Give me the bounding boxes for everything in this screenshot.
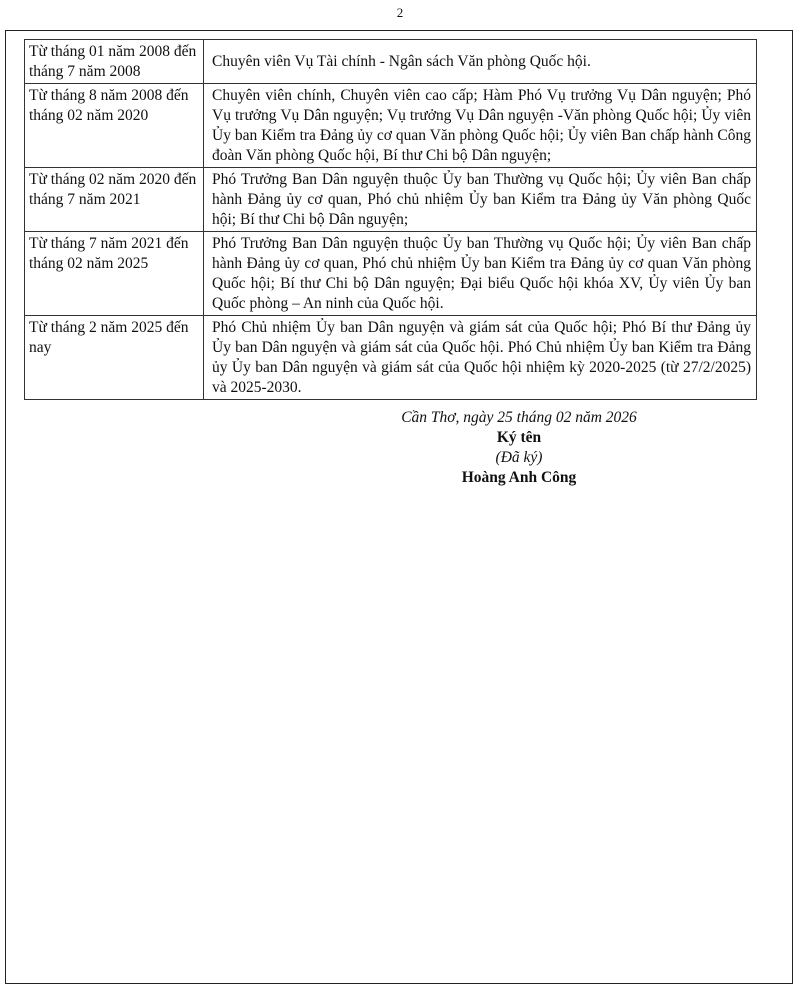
- signature-note: (Đã ký): [495, 449, 543, 466]
- career-period: Từ tháng 01 năm 2008 đến tháng 7 năm 2008: [25, 40, 204, 84]
- signature-place-date: Cần Thơ, ngày 25 tháng 02 năm 2026: [401, 409, 637, 426]
- signature-label: Ký tên: [496, 429, 542, 446]
- career-table: [24, 39, 757, 400]
- table-row: [25, 168, 757, 232]
- signer-name: Hoàng Anh Công: [461, 469, 577, 486]
- career-description: Phó Trưởng Ban Dân nguyện thuộc Ủy ban Thường vụ Quốc hội; Ủy viên Ban chấp hành Đảng ủy cơ quan, Phó chủ nhiệm Ủy ban Kiểm tra Đảng ủy cơ quan Văn phòng Quốc hội; Bí thư Chi bộ Dân nguyện; Đại biểu Quốc hội khóa XV, Ủy viên Ủy ban Quốc phòng – An ninh của Quốc hội.: [204, 232, 757, 316]
- career-period: Từ tháng 8 năm 2008 đến tháng 02 năm 2020: [25, 84, 204, 168]
- signature-block: [386, 408, 652, 488]
- table-row: [25, 316, 757, 400]
- career-period: Từ tháng 7 năm 2021 đến tháng 02 năm 2025: [25, 232, 204, 316]
- career-period: Từ tháng 02 năm 2020 đến tháng 7 năm 2021: [25, 168, 204, 232]
- table-row: [25, 40, 757, 84]
- career-description: Chuyên viên chính, Chuyên viên cao cấp; Hàm Phó Vụ trưởng Vụ Dân nguyện; Phó Vụ trưởng Vụ Dân nguyện; Vụ trưởng Vụ Dân nguyện -Văn phòng Quốc hội; Ủy viên Ủy ban Kiểm tra Đảng ủy cơ quan Văn phòng Quốc hội; Ủy viên Ban chấp hành Công đoàn Văn phòng Quốc hội, Bí thư Chi bộ Dân nguyện;: [204, 84, 757, 168]
- career-period: Từ tháng 2 năm 2025 đến nay: [25, 316, 204, 400]
- table-row: [25, 232, 757, 316]
- table-row: [25, 84, 757, 168]
- career-description: Phó Trưởng Ban Dân nguyện thuộc Ủy ban Thường vụ Quốc hội; Ủy viên Ban chấp hành Đảng ủy cơ quan, Phó chủ nhiệm Ủy ban Kiểm tra Đảng ủy Văn phòng Quốc hội; Bí thư Chi bộ Dân nguyện;: [204, 168, 757, 232]
- career-description: Phó Chủ nhiệm Ủy ban Dân nguyện và giám sát của Quốc hội; Phó Bí thư Đảng ủy Ủy ban Dân nguyện và giám sát của Quốc hội. Phó Chủ nhiệm Ủy ban Kiểm tra Đảng ủy Ủy ban Dân nguyện và giám sát của Quốc hội nhiệm kỳ 2020-2025 (từ 27/2/2025) và 2025-2030.: [204, 316, 757, 400]
- page-number: 2: [396, 5, 404, 20]
- career-description: Chuyên viên Vụ Tài chính - Ngân sách Văn phòng Quốc hội.: [204, 40, 757, 84]
